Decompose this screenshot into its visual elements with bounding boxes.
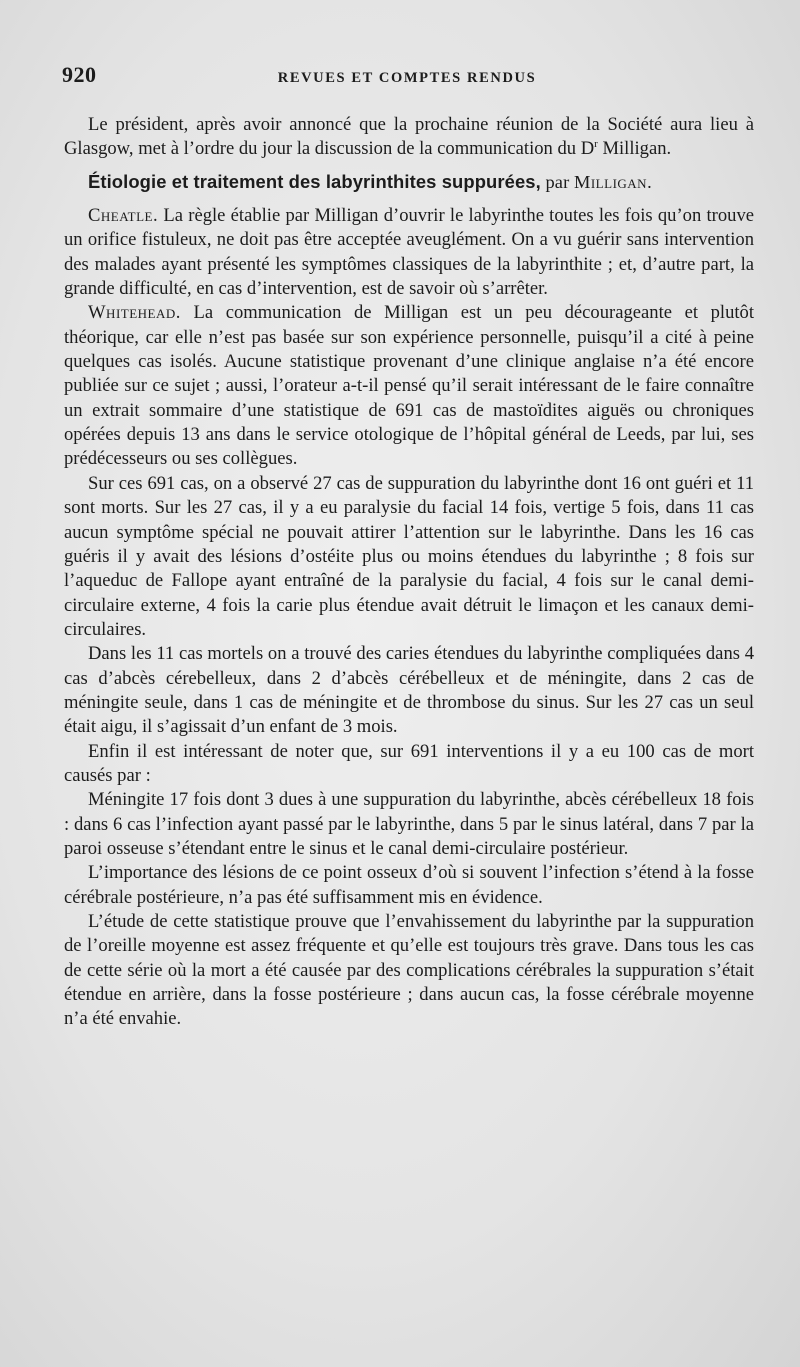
paragraph <box>64 301 754 471</box>
paragraph <box>64 861 754 910</box>
paragraph <box>64 788 754 861</box>
paragraph <box>64 910 754 1032</box>
paragraph-text: Sur ces 691 cas, on a observé 27 cas de suppuration du labyrinthe dont 16 ont guéri et 11 sont morts. Sur les 27 cas, il y a eu paralysie du facial 14 fois, vertige 5 fois, dans 11 cas aucun symptôme spécial ne pouvait attirer l’attention sur le labyrinthe. Dans les 16 cas guéris il y avait des lésions d’ostéite plus ou moins étendues du labyrinthe ; 8 fois sur l’aqueduc de Fallope ayant entraîné de la paralysie du facial, 4 fois sur le canal demi-circulaire externe, 4 fois la carie plus étendue avait détruit le limaçon et les canaux demi-circulaires. <box>64 472 754 640</box>
section-title-text: Étiologie et traitement des labyrinthites suppurées, <box>88 170 541 192</box>
paragraph-text: Enfin il est intéressant de noter que, sur 691 interventions il y a eu 100 cas de mort causés par : <box>64 740 754 786</box>
speaker-name: Cheatle. <box>88 205 159 227</box>
paragraph-text: La règle établie par Milligan d’ouvrir le labyrinthe toutes les fois qu’on trouve un orifice fistuleux, ne doit pas être acceptée aveuglément. On a vu guérir sans intervention des malades ayant présenté les symptômes classiques de la labyrinthite ; et, d’autre part, la grande difficulté, en cas d’intervention, est de savoir où s’arrêter. <box>64 205 754 300</box>
section-by: par <box>540 171 574 192</box>
page-header <box>62 62 752 94</box>
running-head: REVUES ET COMPTES RENDUS <box>277 70 537 86</box>
section-title <box>64 170 754 194</box>
paragraph-text: L’étude de cette statistique prouve que l’envahissement du labyrinthe par la suppuration de l’oreille moyenne est assez fréquente et qu’elle est toujours très grave. Dans tous les cas de cette série où la mort a été causée par des complications cérébrales la suppuration s’était étendue en arrière, dans la fosse postérieure ; dans aucun cas, la fosse cérébrale moyenne n’a été envahie. <box>64 911 754 1030</box>
paragraph-text: La communication de Milligan est un peu décourageante et plutôt théorique, car elle n’est pas basée sur son expérience personnelle, puisqu’il a cité à peine quelques cas isolés. Aucune statistique provenant d’une clinique anglaise n’a été encore publiée sur ce sujet ; aussi, l’orateur a-t-il pensé qu’il serait intéressant de le faire connaître un extrait sommaire d’une statistique de 691 cas de mastoïdites aiguës ou chroniques opérées depuis 13 ans dans le service otologique de l’hôpital général de Leeds, par lui, ses prédécesseurs ou ses collègues. <box>64 302 754 470</box>
speaker-name: Whitehead. <box>88 302 181 324</box>
paragraph-text: Méningite 17 fois dont 3 dues à une suppuration du labyrinthe, abcès cérébelleux 18 fois : dans 6 cas l’infection ayant passé par le labyrinthe, dans 5 par le sinus latéral, dans 7 par la paroi osseuse s’étendant entre le sinus et le canal demi-circulaire postérieur. <box>64 789 754 859</box>
intro-paragraph <box>64 113 754 162</box>
paragraph <box>64 740 754 789</box>
paragraph <box>64 204 754 301</box>
intro-text-end: Milligan. <box>597 138 672 160</box>
paragraph-text: L’importance des lésions de ce point osseux d’où si souvent l’infection s’étend à la fosse cérébrale postérieure, n’a pas été suffisamment mis en évidence. <box>64 862 754 908</box>
page-number: 920 <box>62 62 97 87</box>
paragraph <box>64 472 754 642</box>
body-text <box>64 113 754 1032</box>
paragraph-text: Dans les 11 cas mortels on a trouvé des caries étendues du labyrinthe compliquées dans 4 cas d’abcès cérebelleux, dans 2 d’abcès cérébelleux et de méningite, dans 2 cas de méningite seule, dans 1 cas de méningite et de thrombose du sinus. Sur les 27 cas un seul était aigu, il s’agissait d’un enfant de 3 mois. <box>64 643 754 738</box>
doctor-superscript: r <box>594 138 598 151</box>
paragraph <box>64 642 754 739</box>
section-title-end: . <box>647 171 652 192</box>
section-author: Milligan <box>574 171 648 192</box>
intro-text: Le président, après avoir annoncé que la prochaine réunion de la Société aura lieu à Glasgow, met à l’ordre du jour la discussion de la communication du D <box>64 114 754 160</box>
